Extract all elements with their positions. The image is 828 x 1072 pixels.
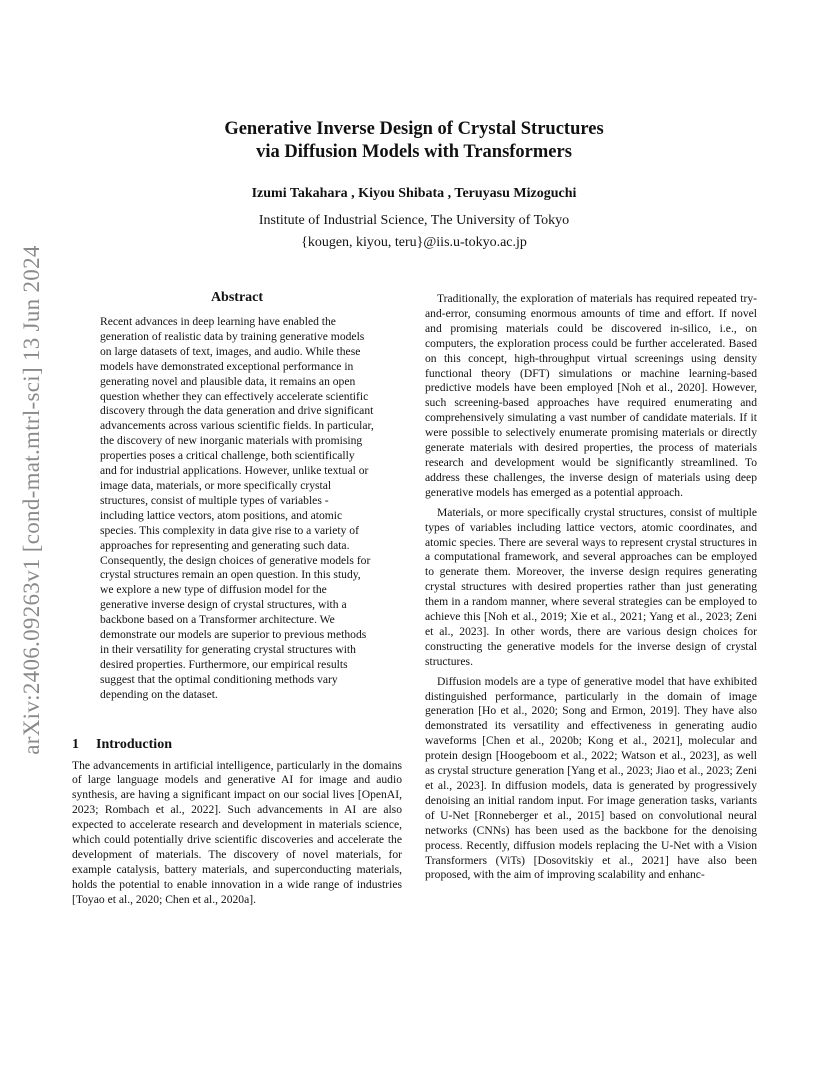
title-line-1: Generative Inverse Design of Crystal Structures [224,119,604,139]
body-paragraph-2: Materials, or more specifically crystal structures, consist of multiple types of variables including lattice vectors, atomic coordinates, and atomic species. There are several ways to represent crystal structures in a computational framework, and several approaches can be employed to generate them. Moreover, the inverse design requires generating crystal structures with desired properties rather than just generating them in a random manner, where several strategies can be employed to achieve this [Noh et al., 2019; Xie et al., 2021; Yang et al., 2023; Zeni et al., 2023]. In other words, there are various design choices for constructing the generative models for the inverse design of crystal structures. [425,505,757,668]
author-emails: {kougen, kiyou, teru}@iis.u-tokyo.ac.jp [301,235,527,250]
section-title: Introduction [96,736,172,752]
body-paragraph-1: Traditionally, the exploration of materials has required repeated try-and-error, consuming enormous amounts of time and effort. If novel and promising materials could be discovered in-silico, i.e., on computers, the exploration process could be further accelerated. Based on this concept, high-throughput virtual screenings using density functional theory (DFT) simulations or machine learning-based predictive models have been employed [Noh et al., 2020]. However, such screening-based approaches have required enumerating and comprehensively simulating a vast number of candidate materials. If it were possible to selectively enumerate promising materials or directly generate materials with desired properties, the process of materials research and development would be significantly streamlined. To address these challenges, the inverse design of materials using deep generative models has emerged as a potential approach. [425,292,757,499]
arxiv-identifier-stamp [12,245,52,755]
section-number: 1 [72,736,79,752]
title-line-2: via Diffusion Models with Transformers [256,141,572,162]
section-heading-introduction [72,737,402,753]
abstract-body: Recent advances in deep learning have enabled the generation of realistic data by training generative models on large datasets of text, images, and audio. While these models have demonstrated exceptional performance in generating novel and plausible data, it remains an open question whether they can effectively accelerate scientific discovery through the data generation and drive significant advancements across various scientific fields. In particular, the discovery of new inorganic materials with promising properties poses a critical challenge, both scientifically and for industrial applications. However, unlike textual or image data, materials, or more specifically crystal structures, consist of multiple types of variables - including lattice vectors, atom positions, and atomic species. This complexity in data give rise to a variety of approaches for representing and generating such data. Consequently, the design choices of generative models for crystal structures remain an open question. In this study, we explore a new type of diffusion model for the generative inverse design of crystal structures, with a backbone based on a Transformer architecture. We demonstrate our models are superior to previous methods in their versatility for generating crystal structures with desired properties. Furthermore, our empirical results suggest that the optimal conditioning methods vary depending on the dataset. [100,315,374,701]
paper-title [0,118,828,163]
abstract-heading: Abstract [210,290,264,305]
left-column [72,290,402,908]
arxiv-identifier-text: arXiv:2406.09263v1 [cond-mat.mtrl-sci] 13 Jun 2024 [19,245,44,755]
body-paragraph-3: Diffusion models are a type of generative model that have exhibited distinguished performance, particularly in the domain of image generation [Ho et al., 2020; Song and Ermon, 2019]. They have also demonstrated its versatility and effectiveness in generating audio waveforms [Chen et al., 2020b; Kong et al., 2021], molecular and protein design [Hoogeboom et al., 2022; Watson et al., 2023], as well as crystal structure generation [Yang et al., 2023; Jiao et al., 2023; Zeni et al., 2023]. In diffusion models, data is generated by progressively denoising an initial random input. For image generation tasks, variants of U-Net [Ronneberger et al., 2015] based on convolutional neural networks (CNNs) has been used as the backbone for the denoising process. Recently, diffusion models replacing the U-Net with a Vision Transformers (ViTs) [Dosovitskiy et al., 2021] have also been proposed, with the aim of improving scalability and enhanc- [425,674,757,882]
right-column [425,292,757,888]
affiliation: Institute of Industrial Science, The University of Tokyo [258,213,570,228]
affiliation-block [0,210,828,254]
author-list: Izumi Takahara , Kiyou Shibata , Teruyasu Mizoguchi [251,186,577,201]
intro-paragraph: The advancements in artificial intelligence, particularly in the domains of large language models and generative AI for image and audio synthesis, are having a significant impact on our social lives [OpenAI, 2023; Rombach et al., 2022]. Such advancements in AI are also expected to accelerate research and development in materials science, which could potentially drive scientific discoveries and accelerate the development of materials. The discovery of novel materials, for example catalysis, battery materials, and superconducting materials, holds the potential to enable innovation in a wide range of industries [Toyao et al., 2020; Chen et al., 2020a]. [72,758,402,906]
